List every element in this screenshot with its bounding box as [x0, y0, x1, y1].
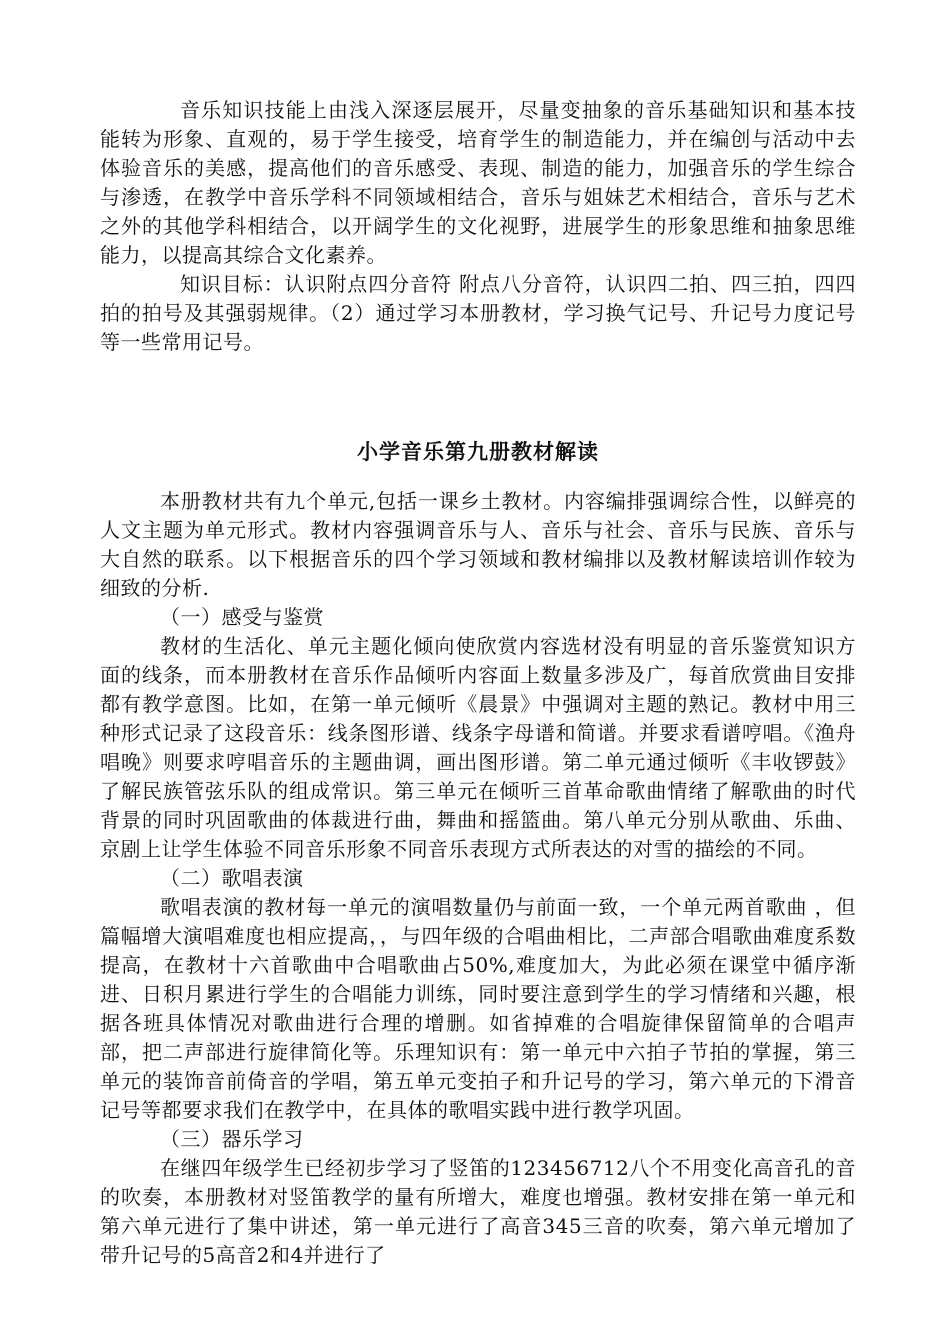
section-body-singing: 歌唱表演的教材每一单元的演唱数量仍与前面一致，一个单元两首歌曲 ，但篇幅增大演唱难度也相应提高，，与四年级的合唱曲相比，二声部合唱歌曲难度系数提高，在教材十六首歌曲中合唱歌曲占50%,难度加大，为此必须在课堂中循序渐进、日积月累进行学生的合唱能力训练，同时要注意到学生的学习情绪和兴趣，根据各班具体情况对歌曲进行合理的增删。如省掉难的合唱旋律保留简单的合唱声部，把二声部进行旋律简化等。乐理知识有：第一单元中六拍子节拍的掌握，第三单元的装饰音前倚音的学唱，第五单元变拍子和升记号的学习，第六单元的下滑音记号等都要求我们在教学中，在具体的歌唱实践中进行教学巩固。 — [100, 895, 856, 1122]
document-heading: 小学音乐第九册教材解读 — [357, 440, 599, 464]
section-body-appreciation: 教材的生活化、单元主题化倾向使欣赏内容选材没有明显的音乐鉴赏知识方面的线条，而本册教材在音乐作品倾听内容面上数量多涉及广，每首欣赏曲目安排都有教学意图。比如，在第一单元倾听《晨景》中强调对主题的熟记。教材中用三种形式记录了这段音乐：线条图形谱、线条字母谱和简谱。并要求看谱哼唱。《渔舟唱晚》则要求哼唱音乐的主题曲调，画出图形谱。第二单元通过倾听《丰收锣鼓》了解民族管弦乐队的组成常识。第三单元在倾听三首革命歌曲情绪了解歌曲的时代背景的同时巩固歌曲的体裁进行曲，舞曲和摇篮曲。第八单元分别从歌曲、乐曲、京剧上让学生体验不同音乐形象不同音乐表现方式所表达的对雪的描绘的不同。 — [100, 634, 856, 861]
section-title-singing: （二）歌唱表演 — [160, 866, 304, 890]
section-body-instrument: 在继四年级学生已经初步学习了竖笛的123456712八个不用变化高音孔的音的吹奏，本册教材对竖笛教学的量有所增大，难度也增强。教材安排在第一单元和第六单元进行了集中讲述，第一单元进行了高音345三音的吹奏，第六单元增加了带升记号的5高音2和4并进行了 — [100, 1156, 856, 1267]
document-page — [100, 96, 856, 1270]
paragraph-music-skills: 音乐知识技能上由浅入深逐层展开，尽量变抽象的音乐基础知识和基本技能转为形象、直观的，易于学生接受，培育学生的制造能力，并在编创与活动中去体验音乐的美感，提高他们的音乐感受、表现、制造的能力，加强音乐的学生综合与渗透，在教学中音乐学科不同领域相结合，音乐与姐妹艺术相结合，音乐与艺术之外的其他学科相结合，以开阔学生的文化视野，进展学生的形象思维和抽象思维能力，以提高其综合文化素养。 — [100, 98, 856, 267]
paragraph-knowledge-goals: 知识目标：认识附点四分音符 附点八分音符，认识四二拍、四三拍，四四拍的拍号及其强弱规律。（2）通过学习本册教材，学习换气记号、升记号力度记号等一些常用记号。 — [100, 272, 856, 354]
paragraph-intro: 本册教材共有九个单元,包括一课乡土教材。内容编排强调综合性，以鲜亮的人文主题为单元形式。教材内容强调音乐与人、音乐与社会、音乐与民族、音乐与大自然的联系。以下根据音乐的四个学习领域和教材编排以及教材解读培训作较为细致的分析. — [100, 489, 856, 600]
section-title-appreciation: （一）感受与鉴赏 — [160, 605, 324, 629]
section-title-instrument: （三）器乐学习 — [160, 1127, 304, 1151]
